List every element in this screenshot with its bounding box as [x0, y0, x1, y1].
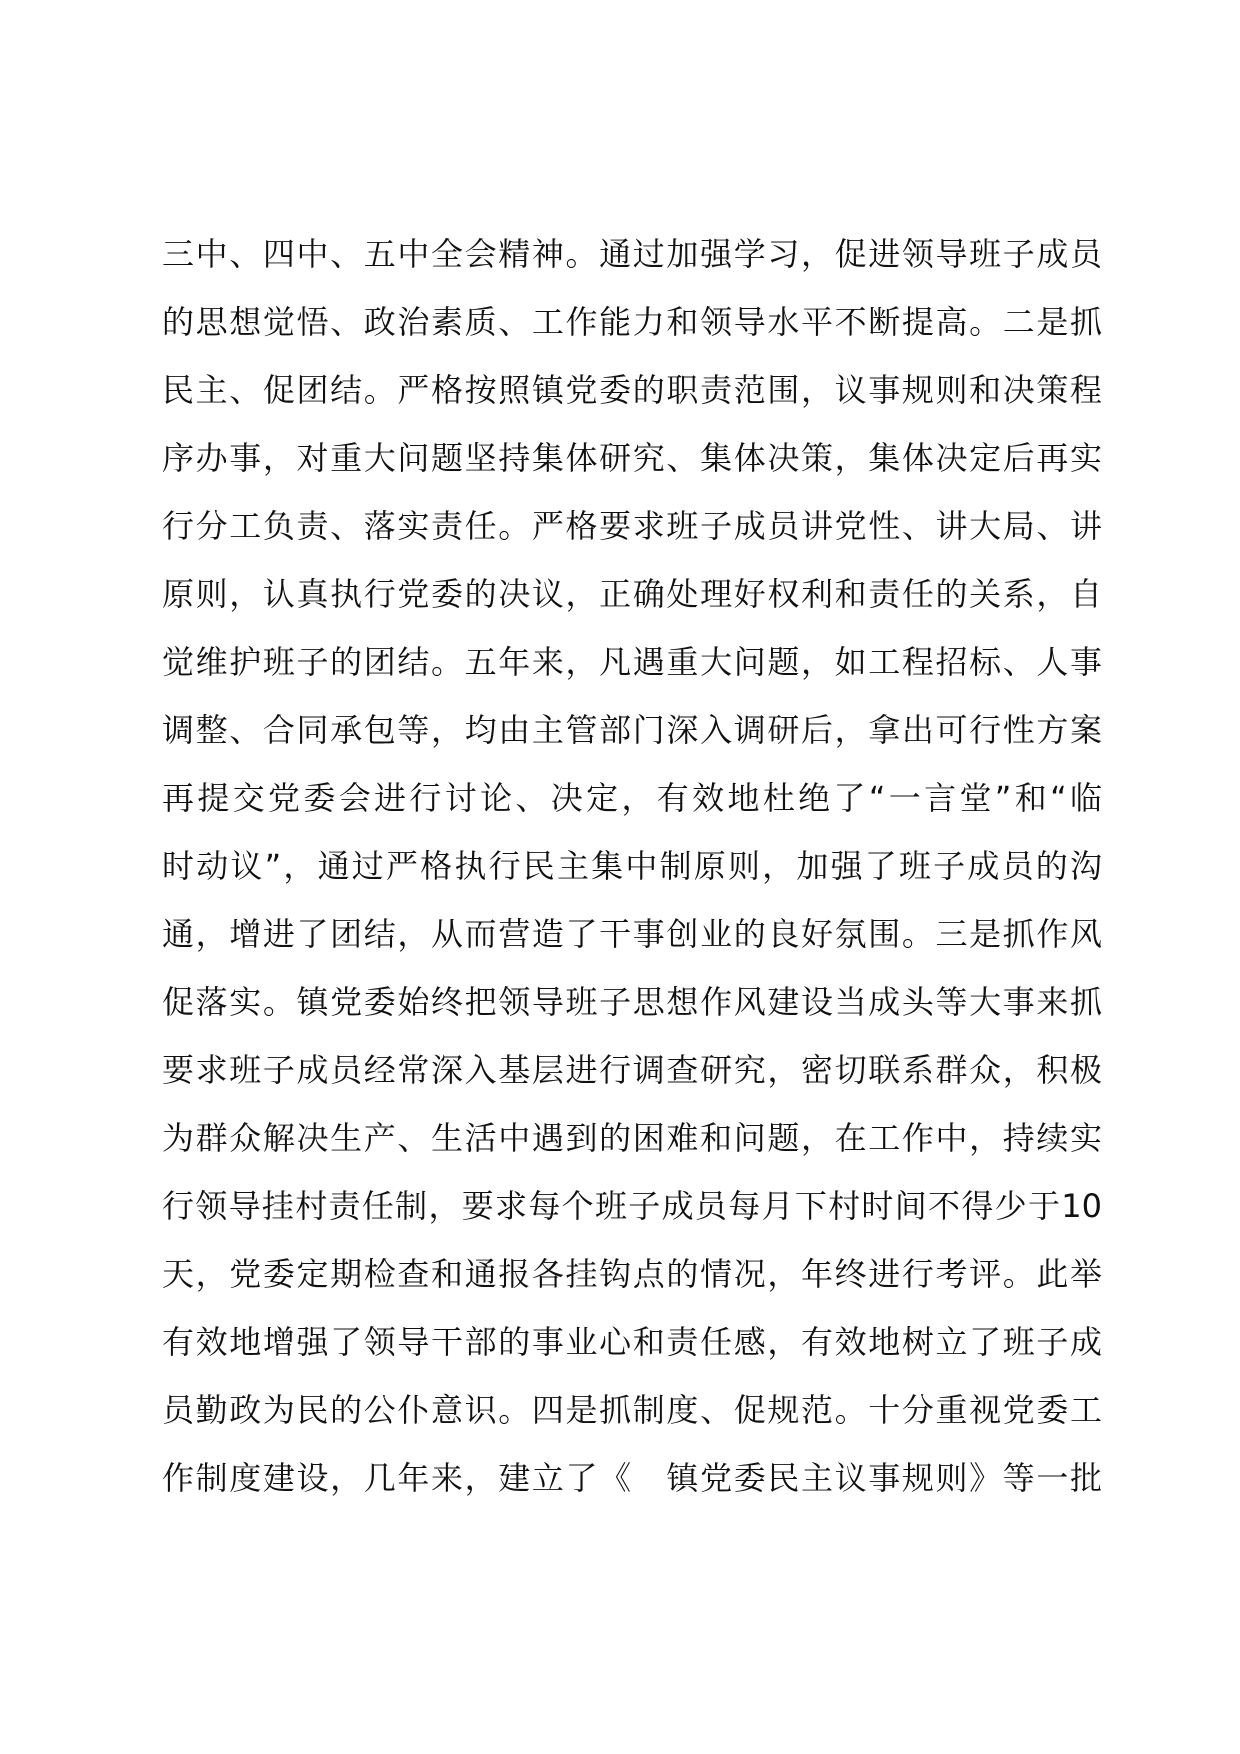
text-line: 天，党委定期检查和通报各挂钩点的情况，年终进行考评。此举	[162, 1255, 1102, 1293]
text-line: 有效地增强了领导干部的事业心和责任感，有效地树立了班子成	[162, 1323, 1102, 1361]
text-line: 三中、四中、五中全会精神。通过加强学习，促进领导班子成员	[162, 235, 1102, 273]
text-line: 调整、合同承包等，均由主管部门深入调研后，拿出可行性方案	[162, 711, 1102, 749]
text-line: 要求班子成员经常深入基层进行调查研究，密切联系群众，积极	[162, 1051, 1102, 1089]
text-line: 行分工负责、落实责任。严格要求班子成员讲党性、讲大局、讲	[162, 507, 1102, 545]
text-line: 觉维护班子的团结。五年来，凡遇重大问题，如工程招标、人事	[162, 643, 1102, 681]
text-line: 原则，认真执行党委的决议，正确处理好权利和责任的关系，自	[162, 575, 1102, 613]
text-line: 时动议”，通过严格执行民主集中制原则，加强了班子成员的沟	[162, 847, 1102, 885]
text-line: 为群众解决生产、生活中遇到的困难和问题，在工作中，持续实	[162, 1119, 1102, 1157]
text-line: 行领导挂村责任制，要求每个班子成员每月下村时间不得少于10	[162, 1187, 1102, 1225]
text-line: 民主、促团结。严格按照镇党委的职责范围，议事规则和决策程	[162, 371, 1102, 409]
text-line: 员勤政为民的公仆意识。四是抓制度、促规范。十分重视党委工	[162, 1391, 1102, 1429]
text-line: 作制度建设，几年来，建立了《 镇党委民主议事规则》等一批	[162, 1459, 1102, 1497]
text-line: 再提交党委会进行讨论、决定，有效地杜绝了“一言堂”和“临	[162, 779, 1102, 817]
text-line: 的思想觉悟、政治素质、工作能力和领导水平不断提高。二是抓	[162, 303, 1102, 341]
body-text	[162, 220, 1102, 1512]
text-line: 序办事，对重大问题坚持集体研究、集体决策，集体决定后再实	[162, 439, 1102, 477]
text-line: 促落实。镇党委始终把领导班子思想作风建设当成头等大事来抓	[162, 983, 1102, 1021]
text-line: 通，增进了团结，从而营造了干事创业的良好氛围。三是抓作风	[162, 915, 1102, 953]
